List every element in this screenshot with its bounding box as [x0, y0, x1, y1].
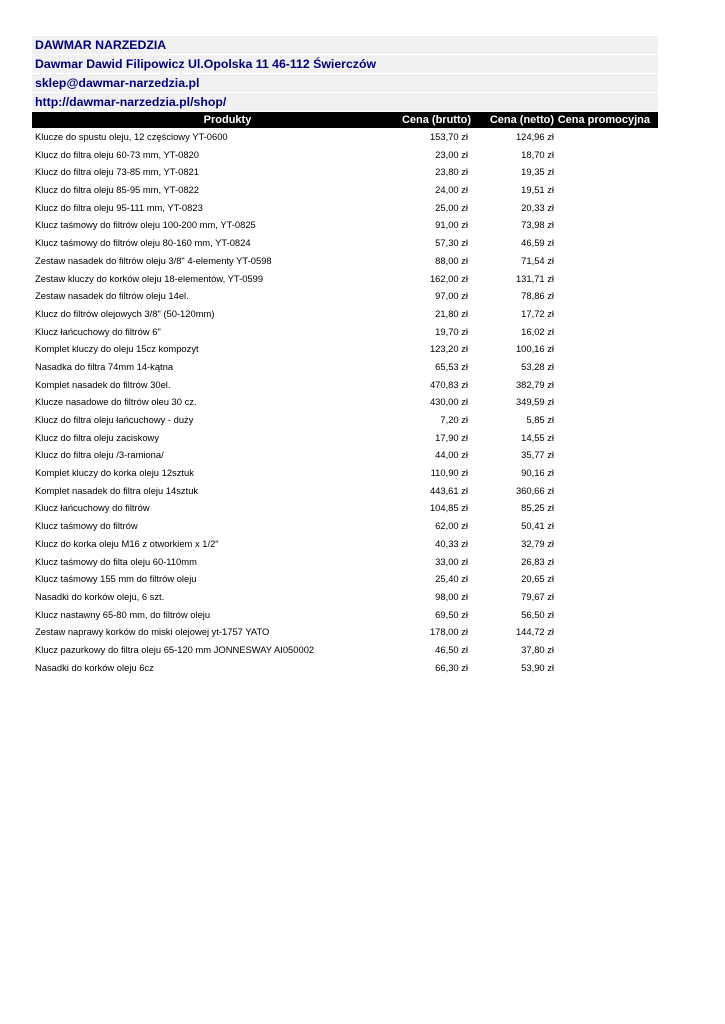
product-name: Klucze nasadowe do filtrów oleu 30 cz.	[35, 396, 197, 408]
price-netto: 5,85 zł	[526, 414, 554, 425]
price-netto: 32,79 zł	[521, 537, 554, 549]
price-promo	[554, 358, 654, 376]
table-row	[32, 270, 658, 288]
table-row	[32, 641, 658, 659]
column-header-brutto: Cena (brutto)	[401, 114, 471, 126]
product-name: Zestaw kluczy do korków oleju 18-elementów, YT-0599	[35, 272, 264, 284]
price-netto: 16,02 zł	[521, 325, 554, 337]
product-name: Nasadki do korków oleju, 6 szt.	[35, 590, 165, 602]
price-netto: 73,98 zł	[521, 219, 554, 231]
price-brutto: 88,00 zł	[435, 254, 468, 266]
price-brutto: 178,00 zł	[429, 626, 468, 638]
price-promo	[554, 499, 654, 517]
price-netto: 37,80 zł	[521, 643, 554, 655]
product-name: Klucz do korka oleju M16 z otworkiem x 1/2"	[35, 537, 219, 549]
price-promo	[554, 376, 654, 394]
price-brutto: 69,50 zł	[435, 608, 468, 620]
price-promo	[554, 553, 654, 571]
table-row	[32, 376, 658, 394]
price-promo	[554, 181, 654, 199]
price-brutto: 46,50 zł	[435, 643, 468, 655]
table-row	[32, 535, 658, 553]
table-row	[32, 199, 658, 217]
price-promo	[554, 323, 654, 341]
price-netto: 26,83 zł	[521, 555, 554, 567]
product-name: Klucz do filtra oleju 73-85 mm, YT-0821	[35, 166, 199, 178]
price-netto: 100,16 zł	[515, 343, 554, 355]
price-brutto: 57,30 zł	[435, 237, 468, 249]
price-netto: 17,72 zł	[521, 307, 554, 319]
table-row	[32, 340, 658, 358]
product-table-body	[32, 128, 658, 676]
price-netto: 53,90 zł	[521, 661, 554, 673]
price-promo	[554, 305, 654, 323]
product-name: Klucz taśmowy 155 mm do filtrów oleju	[35, 573, 197, 585]
product-name: Klucz nastawny 65-80 mm, do filtrów oleju	[35, 608, 211, 620]
table-row	[32, 570, 658, 588]
column-header-netto: Cena (netto)	[489, 114, 554, 126]
price-promo	[554, 146, 654, 164]
product-name: Klucz taśmowy do filtrów oleju 100-200 mm, YT-0825	[35, 219, 256, 231]
price-promo	[554, 606, 654, 624]
product-name: Klucz łańcuchowy do filtrów	[35, 502, 150, 514]
company-email: sklep@dawmar-narzedzia.pl	[32, 74, 658, 92]
product-name: Klucz do filtra oleju 95-111 mm, YT-0823	[35, 201, 203, 213]
price-netto: 19,35 zł	[521, 166, 554, 178]
price-netto: 90,16 zł	[521, 467, 554, 479]
product-name: Klucz taśmowy do filtrów	[35, 520, 138, 532]
price-promo	[554, 393, 654, 411]
product-name: Klucz do filtra oleju 85-95 mm, YT-0822	[35, 184, 199, 196]
product-name: Komplet kluczy do korka oleju 12sztuk	[35, 467, 194, 479]
table-row	[32, 323, 658, 341]
price-netto: 349,59 zł	[515, 396, 554, 408]
price-promo	[554, 570, 654, 588]
price-brutto: 25,00 zł	[435, 201, 468, 213]
product-name: Komplet kluczy do oleju 15cz kompozyt	[35, 343, 199, 355]
product-name: Klucz pazurkowy do filtra oleju 65-120 mm JONNESWAY AI050002	[35, 643, 315, 655]
table-row	[32, 358, 658, 376]
table-row	[32, 429, 658, 447]
price-promo	[554, 128, 654, 146]
price-netto: 53,28 zł	[521, 360, 554, 372]
table-row	[32, 181, 658, 199]
price-netto: 382,79 zł	[515, 378, 554, 390]
price-brutto: 98,00 zł	[435, 590, 468, 602]
table-row	[32, 216, 658, 234]
price-promo	[554, 464, 654, 482]
price-brutto: 21,80 zł	[435, 307, 468, 319]
price-brutto: 443,61 zł	[429, 484, 468, 496]
shop-url: http://dawmar-narzedzia.pl/shop/	[32, 93, 658, 111]
price-netto: 144,72 zł	[515, 626, 554, 638]
table-row	[32, 163, 658, 181]
price-netto: 20,33 zł	[521, 201, 554, 213]
table-row	[32, 393, 658, 411]
price-brutto: 33,00 zł	[435, 555, 468, 567]
price-netto: 46,59 zł	[521, 237, 554, 249]
price-promo	[554, 535, 654, 553]
price-promo	[554, 199, 654, 217]
product-name: Klucz do filtra oleju zaciskowy	[35, 431, 160, 443]
price-promo	[554, 429, 654, 447]
price-netto: 360,66 zł	[515, 484, 554, 496]
price-brutto: 162,00 zł	[429, 272, 468, 284]
price-promo	[554, 659, 654, 677]
price-promo	[554, 588, 654, 606]
product-name: Klucz do filtra oleju łańcuchowy - duży	[35, 414, 194, 425]
price-netto: 35,77 zł	[521, 449, 554, 461]
product-name: Klucz do filtrów olejowych 3/8" (50-120mm)	[35, 307, 215, 319]
price-brutto: 25,40 zł	[435, 573, 468, 585]
table-row	[32, 234, 658, 252]
price-brutto: 91,00 zł	[435, 219, 468, 231]
price-netto: 56,50 zł	[521, 608, 554, 620]
product-name: Klucz taśmowy do filta oleju 60-110mm	[35, 555, 197, 567]
product-name: Komplet nasadek do filtrów 30el.	[35, 378, 171, 390]
price-brutto: 470,83 zł	[429, 378, 468, 390]
product-name: Klucz taśmowy do filtrów oleju 80-160 mm, YT-0824	[35, 237, 251, 249]
price-netto: 131,71 zł	[515, 272, 554, 284]
price-netto: 78,86 zł	[521, 290, 554, 302]
price-brutto: 110,90 zł	[430, 467, 468, 479]
price-promo	[554, 234, 654, 252]
table-row	[32, 606, 658, 624]
table-row	[32, 553, 658, 571]
price-promo	[554, 340, 654, 358]
product-name: Klucz do filtra oleju /3-ramiona/	[35, 449, 164, 461]
price-netto: 50,41 zł	[521, 520, 554, 532]
table-row	[32, 305, 658, 323]
company-name: DAWMAR NARZEDZIA	[32, 36, 658, 54]
price-promo	[554, 641, 654, 659]
price-promo	[554, 163, 654, 181]
product-name: Nasadka do filtra 74mm 14-kątna	[35, 360, 174, 372]
price-netto: 79,67 zł	[521, 590, 554, 602]
price-brutto: 153,70 zł	[429, 131, 468, 142]
product-name: Zestaw naprawy korków do miski olejowej yt-1757 YATO	[35, 626, 270, 638]
price-brutto: 65,53 zł	[435, 360, 468, 372]
product-name: Klucze do spustu oleju, 12 częściowy YT-0600	[35, 131, 228, 142]
table-row	[32, 287, 658, 305]
price-brutto: 104,85 zł	[429, 502, 468, 514]
table-row	[32, 446, 658, 464]
table-row	[32, 517, 658, 535]
table-row	[32, 146, 658, 164]
table-row	[32, 411, 658, 429]
price-brutto: 19,70 zł	[435, 325, 468, 337]
product-name: Zestaw nasadek do filtrów oleju 3/8" 4-elementy YT-0598	[35, 254, 272, 266]
company-address: Dawmar Dawid Filipowicz Ul.Opolska 11 46-112 Świerczów	[32, 55, 658, 73]
price-netto: 14,55 zł	[521, 431, 554, 443]
price-brutto: 97,00 zł	[435, 290, 468, 302]
table-row	[32, 464, 658, 482]
price-netto: 124,96 zł	[515, 131, 554, 142]
table-row	[32, 128, 658, 146]
price-promo	[554, 623, 654, 641]
price-netto: 18,70 zł	[521, 148, 554, 160]
table-header	[32, 112, 658, 128]
product-name: Zestaw nasadek do filtrów oleju 14el.	[35, 290, 189, 302]
price-promo	[554, 517, 654, 535]
price-brutto: 24,00 zł	[435, 184, 468, 196]
price-brutto: 23,80 zł	[435, 166, 468, 178]
price-brutto: 23,00 zł	[435, 148, 468, 160]
table-row	[32, 482, 658, 500]
price-brutto: 44,00 zł	[435, 449, 468, 461]
table-row	[32, 499, 658, 517]
table-row	[32, 588, 658, 606]
price-list-page	[32, 36, 658, 676]
price-promo	[554, 446, 654, 464]
product-name: Nasadki do korków oleju 6cz	[35, 661, 154, 673]
price-promo	[554, 216, 654, 234]
price-brutto: 62,00 zł	[435, 520, 468, 532]
table-row	[32, 659, 658, 677]
price-brutto: 123,20 zł	[429, 343, 468, 355]
price-netto: 85,25 zł	[521, 502, 554, 514]
product-name: Klucz do filtra oleju 60-73 mm, YT-0820	[35, 148, 199, 160]
price-brutto: 66,30 zł	[435, 661, 468, 673]
column-header-product: Produkty	[203, 114, 252, 126]
product-name: Komplet nasadek do filtra oleju 14sztuk	[35, 484, 199, 496]
price-brutto: 17,90 zł	[435, 431, 468, 443]
table-row	[32, 623, 658, 641]
price-netto: 20,65 zł	[521, 573, 554, 585]
price-netto: 19,51 zł	[521, 184, 554, 196]
price-brutto: 40,33 zł	[435, 537, 468, 549]
price-promo	[554, 482, 654, 500]
column-header-promo: Cena promocyjna	[557, 114, 650, 126]
price-promo	[554, 270, 654, 288]
price-promo	[554, 252, 654, 270]
price-brutto: 7,20 zł	[440, 414, 468, 425]
product-name: Klucz łańcuchowy do filtrów 6"	[35, 325, 161, 337]
price-netto: 71,54 zł	[521, 254, 554, 266]
price-brutto: 430,00 zł	[429, 396, 468, 408]
table-row	[32, 252, 658, 270]
price-promo	[554, 411, 654, 429]
price-promo	[554, 287, 654, 305]
